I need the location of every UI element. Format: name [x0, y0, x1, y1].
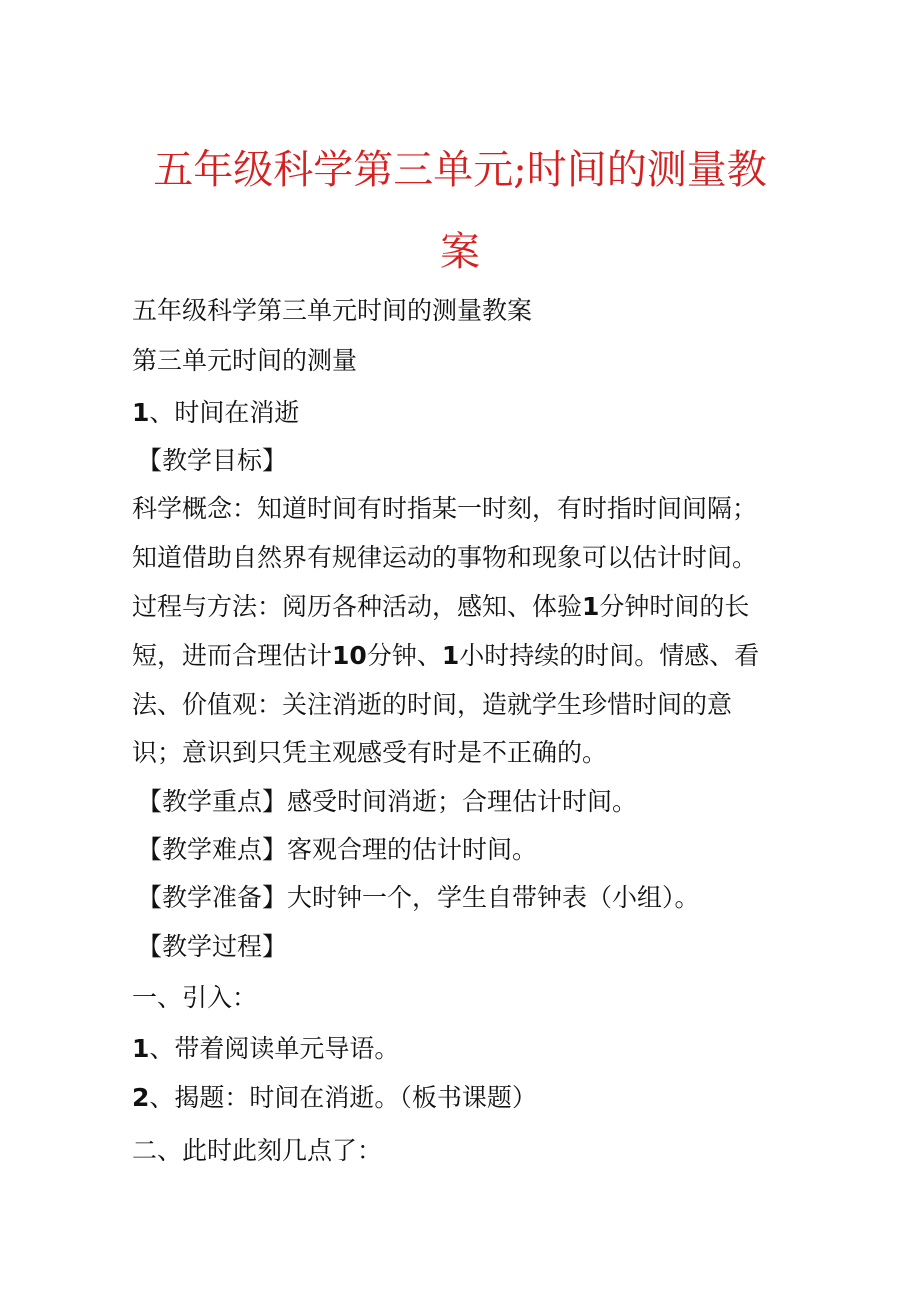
- text-segment: 分钟时间的长: [599, 592, 750, 621]
- section-2-heading: 二、此时此刻几点了：: [132, 1136, 383, 1165]
- paragraph-line-4: [132, 641, 759, 671]
- paragraph-line-6: 识；意识到只凭主观感受有时是不正确的。: [132, 738, 608, 767]
- text-segment: 短，进而合理估计: [132, 641, 333, 670]
- number: 2: [132, 1083, 150, 1112]
- lesson-number: 1: [132, 398, 150, 427]
- paragraph-line-5: 法、价值观：关注消逝的时间，造就学生珍惜时间的意: [132, 690, 733, 719]
- difficulty-line: 【教学难点】客观合理的估计时间。: [137, 835, 538, 864]
- lesson-heading: [132, 398, 299, 428]
- focus-line: 【教学重点】感受时间消逝；合理估计时间。: [137, 787, 638, 816]
- section-1-heading: 一、引入：: [132, 983, 258, 1012]
- section-1-item-1: [132, 1034, 399, 1064]
- preparation-line: 【教学准备】大时钟一个，学生自带钟表（小组）。: [137, 883, 700, 912]
- number: 10: [332, 641, 367, 670]
- document-title-line-2: 案: [440, 229, 480, 275]
- paragraph-line-2: 知道借助自然界有规律运动的事物和现象可以估计时间。: [132, 543, 758, 572]
- process-header: 【教学过程】: [137, 932, 288, 961]
- text-segment: 小时持续的时间。情感、看: [459, 641, 760, 670]
- number: 1: [582, 592, 600, 621]
- unit-heading: 第三单元时间的测量: [132, 346, 358, 375]
- text-segment: 、揭题：时间在消逝。（板书课题）: [149, 1083, 537, 1112]
- paragraph-line-1: 科学概念：知道时间有时指某一时刻，有时指时间间隔；: [132, 494, 758, 523]
- text-segment: 过程与方法：阅历各种活动，感知、体验: [132, 592, 583, 621]
- section-1-item-2: [132, 1083, 537, 1113]
- text-segment: 、带着阅读单元导语。: [149, 1034, 400, 1063]
- lesson-title: 、时间在消逝: [149, 398, 300, 427]
- number: 1: [132, 1034, 150, 1063]
- text-segment: 分钟、: [366, 641, 442, 670]
- number: 1: [441, 641, 460, 670]
- document-title-line-1: 五年级科学第三单元;时间的测量教: [153, 147, 767, 193]
- subtitle: 五年级科学第三单元时间的测量教案: [132, 296, 533, 325]
- goals-header: 【教学目标】: [137, 446, 288, 475]
- paragraph-line-3: [132, 592, 749, 622]
